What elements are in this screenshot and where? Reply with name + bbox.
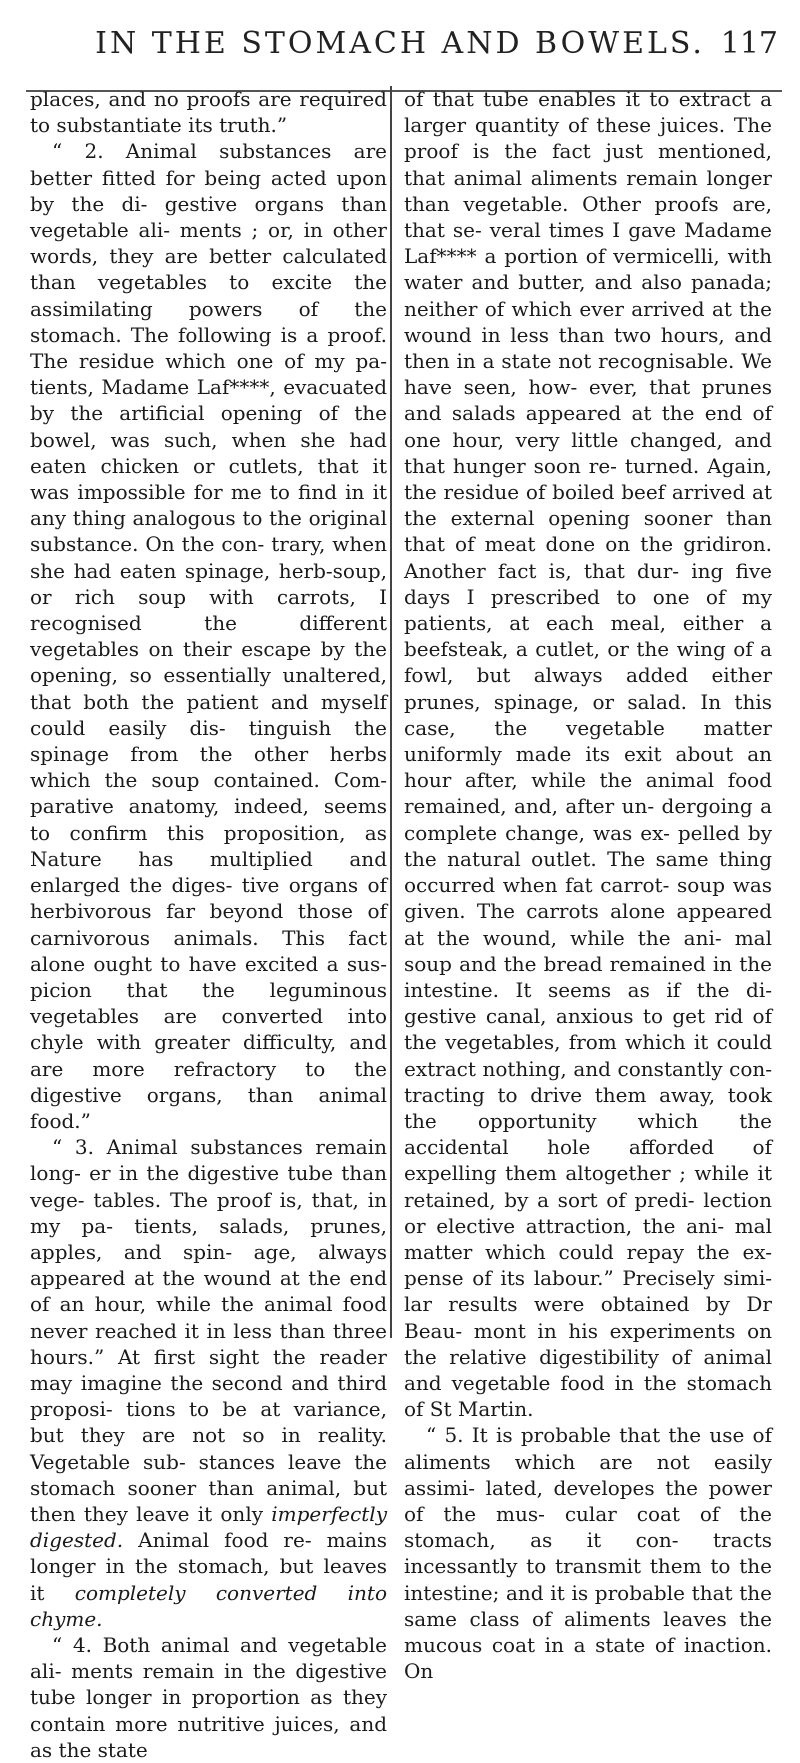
paragraph-text: Animal food re- mains longer in the stomach, but leaves it [30, 1528, 387, 1605]
running-head [0, 22, 800, 72]
paragraph: of that tube enables it to extract a larger quantity of these juices. The proof is the fact just mentioned, that animal aliments remain longer than vegetable. Other proofs are, that se- veral times I gave Madame Laf**** a portion of vermicelli, with water and butter, and also panada; neither of which ever arrived at the wound in less than two hours, and then in a state not recognisable. We have seen, how- ever, that prunes and salads appeared at the end of one hour, very little changed, and that hunger soon re- turned. Again, the residue of boiled beef arrived at the external opening sooner than that of meat done on the gridiron. Another fact is, that dur- ing five days I prescribed to one of my patients, at each meal, either a beefsteak, a cutlet, or the wing of a fowl, but always added either prunes, spinage, or salad. In this case, the vegetable matter uniformly made its exit about an hour after, while the animal food remained, and, after un- dergoing a complete change, was ex- pelled by the natural outlet. The same thing occurred when fat carrot- soup was given. The carrots alone appeared at the wound, while the ani- mal soup and the bread remained in the intestine. It seems as if the di- gestive canal, anxious to get rid of the vegetables, from which it could extract nothing, and constantly con- tracting to drive them away, took the opportunity which the accidental hole afforded of expelling them altogether ; while it retained, by a sort of predi- lection or elective attraction, the ani- mal matter which could repay the ex- pense of its labour.” Precisely simi- lar results were obtained by Dr Beau- mont in his experiments on the relative digestibility of animal and vegetable food in the stomach of St Martin. [404, 87, 772, 1422]
emphasis-text: completely converted into chyme. [30, 1580, 388, 1631]
paragraph: “ 5. It is probable that the use of aliments which are not easily assimi- lated, developes the power of the mus- cular coat of the stomach, as it con- tracts incessantly to transmit them to the intestine; and it is probable that the same class of aliments leaves the mucous coat in a state of inaction. On [404, 1423, 772, 1684]
paragraph: “ 2. Animal substances are better fitted for being acted upon by the di- gestive organs than vegetable ali- ments ; or, in other words, they are better calculated than vegetables to excite the assimilating powers of the stomach. The following is a proof. The residue which one of my pa- tients, Madame Laf****, evacuated by the artificial opening of the bowel, was such, when she had eaten chicken or cutlets, that it was impossible for me to find in it any thing analogous to the original substance. On the con- trary, when she had eaten spinage, herb-soup, or rich soup with carrots, I recognised the different vegetables on their escape by the opening, so essentially unaltered, that both the patient and myself could easily dis- tinguish the spinage from the other herbs which the soup contained. Com- parative anatomy, indeed, seems to confirm this proposition, as Nature has multiplied and enlarged the diges- tive organs of herbivorous far beyond those of carnivorous animals. This fact alone ought to have excited a sus- picion that the leguminous vegetables are converted into chyle with greater difficulty, and are more refractory to the digestive organs, than animal food.” [30, 139, 387, 1133]
paragraph [30, 1134, 387, 1632]
paragraph: places, and no proofs are required to substantiate its truth.” [30, 87, 387, 138]
column-divider [390, 86, 392, 1338]
paragraph-text: “ 3. Animal substances remain long- er in the digestive tube than vege- tables. The proof is, that, in my pa- tients, salads, prunes, apples, and spin- age, always appeared at the wound at the end of an hour, while the animal food never reached it in less than three hours.” At first sight the reader may imagine the second and third proposi- tions to be at variance, but they are not so in reality. Vegetable sub- stances leave the stomach sooner than animal, but then they leave it only [30, 1135, 387, 1526]
right-column [404, 86, 772, 1684]
running-title: IN THE STOMACH AND BOWELS. [95, 26, 705, 61]
paragraph: “ 4. Both animal and vegetable ali- ments remain in the digestive tube longer in proportion as they contain more nutritive juices, and as the state [30, 1632, 387, 1762]
left-column [30, 86, 387, 1763]
page-number: 117 [720, 26, 778, 61]
emphasis-text: imperfectly digested. [30, 1501, 387, 1553]
